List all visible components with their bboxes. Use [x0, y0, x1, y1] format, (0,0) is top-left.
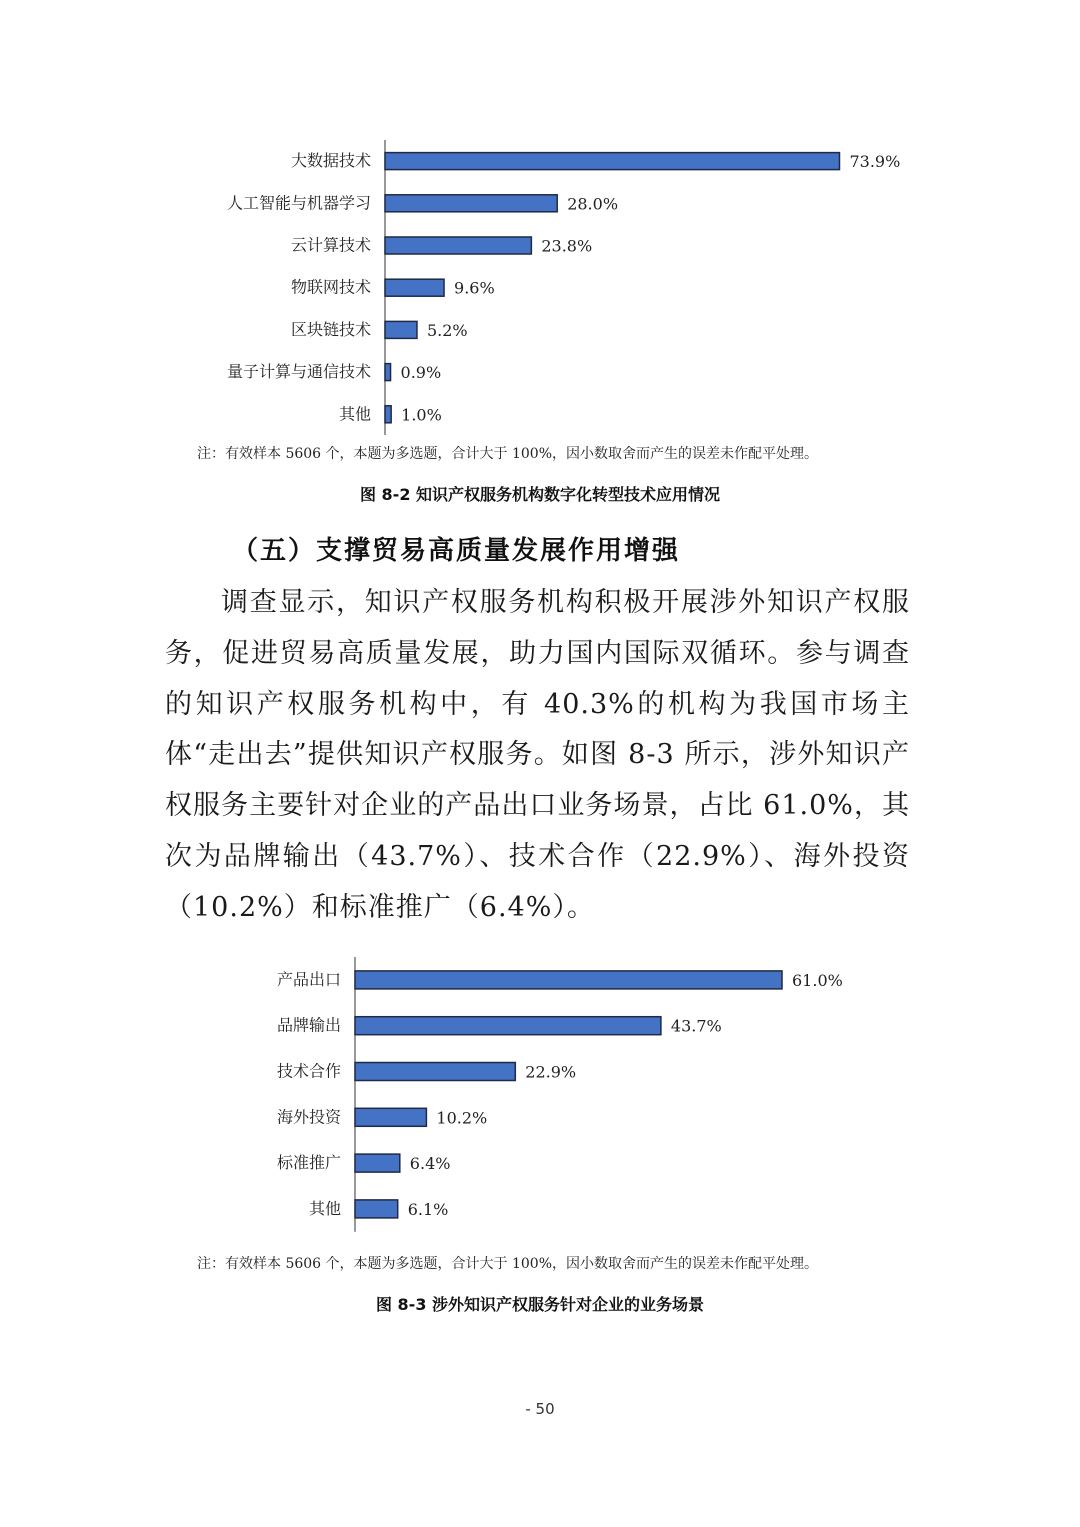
section-heading: （五）支撑贸易高质量发展作用增强: [232, 536, 681, 566]
figure-note: 注：有效样本 5606 个，本题为多选题，合计大于 100%，因小数取舍而产生的误差未作配平处理。: [197, 446, 819, 462]
data-label: 5.2%: [426, 320, 468, 340]
chart-tech-application: [0, 140, 1080, 435]
bar: [355, 1154, 400, 1172]
bar: [385, 195, 557, 212]
data-label: 9.6%: [454, 278, 495, 298]
data-label: 0.9%: [400, 363, 442, 383]
data-label: 28.0%: [567, 194, 619, 214]
data-label: 73.9%: [849, 152, 901, 172]
category-label: 人工智能与机器学习: [226, 193, 371, 213]
category-label: 云计算技术: [290, 235, 371, 255]
bar: [355, 1017, 661, 1035]
bar: [355, 1108, 426, 1126]
category-label: 物联网技术: [290, 277, 371, 297]
body-paragraph: 调查显示，知识产权服务机构积极开展涉外知识产权服务，促进贸易高质量发展，助力国内国际双循环。参与调查的知识产权服务机构中，有 40.3%的机构为我国市场主体“走出去”提供知识产权服务。如图 8-3 所示，涉外知识产权服务主要针对企业的产品出口业务场景，占比 61.0%，其次为品牌输出（43.7%）、技术合作（22.9%）、海外投资（10.2%）和标准推广（6.4%）。: [165, 587, 910, 923]
data-label: 22.9%: [525, 1062, 577, 1082]
bar: [385, 406, 391, 423]
data-label: 23.8%: [541, 236, 593, 256]
category-label: 技术合作: [276, 1061, 341, 1081]
data-label: 43.7%: [670, 1016, 722, 1036]
category-label: 标准推广: [276, 1153, 341, 1173]
category-label: 产品出口: [276, 969, 341, 989]
bar: [385, 237, 531, 254]
chart-business-scenarios: [0, 955, 1080, 1235]
category-label: 海外投资: [276, 1107, 341, 1127]
data-label: 6.4%: [409, 1154, 451, 1174]
data-label: 61.0%: [792, 970, 843, 990]
category-label: 量子计算与通信技术: [226, 362, 371, 382]
bar: [385, 153, 839, 170]
figure-caption: 图 8-3 涉外知识产权服务针对企业的业务场景: [375, 1295, 705, 1314]
bar: [355, 971, 782, 989]
category-label: 其他: [308, 1198, 341, 1218]
category-label: 大数据技术: [290, 151, 371, 171]
bar: [355, 1200, 398, 1218]
data-label: 6.1%: [407, 1199, 449, 1219]
bar: [385, 364, 391, 381]
page-number: - 50: [525, 1400, 555, 1418]
figure-note: 注：有效样本 5606 个，本题为多选题，合计大于 100%，因小数取舍而产生的误差未作配平处理。: [197, 1256, 819, 1272]
bar: [355, 1063, 515, 1081]
category-label: 其他: [338, 404, 371, 424]
category-label: 区块链技术: [290, 319, 371, 339]
data-label: 10.2%: [436, 1108, 488, 1128]
data-label: 1.0%: [401, 405, 442, 425]
bar: [385, 321, 417, 338]
category-label: 品牌输出: [276, 1015, 341, 1035]
bar: [385, 279, 444, 296]
figure-caption: 图 8-2 知识产权服务机构数字化转型技术应用情况: [359, 485, 721, 504]
